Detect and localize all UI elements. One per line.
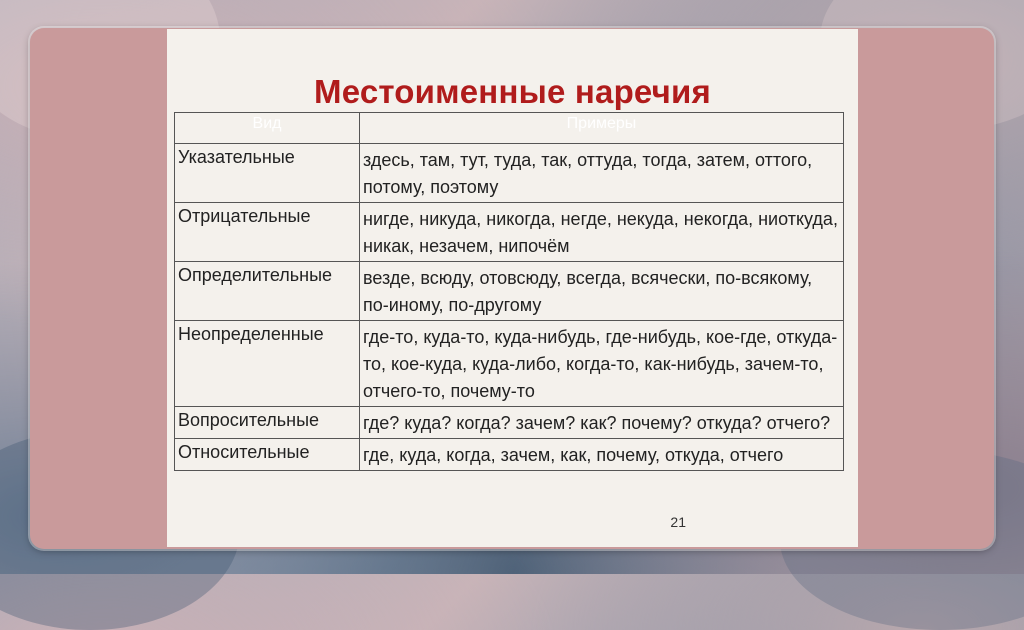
row-kind: Указательные [175,144,360,203]
row-kind: Отрицательные [175,203,360,262]
row-examples: здесь, там, тут, туда, так, оттуда, тогда, затем, оттого, потому, поэтому [360,144,844,203]
row-examples: нигде, никуда, никогда, негде, некуда, некогда, ниоткуда, никак, незачем, нипочём [360,203,844,262]
table-row [175,144,844,203]
table-header-row [175,113,844,144]
row-examples: где? куда? когда? зачем? как? почему? откуда? отчего? [360,407,844,439]
row-kind: Относительные [175,439,360,471]
header-examples: Примеры [360,113,844,144]
table-row [175,439,844,471]
row-kind: Вопросительные [175,407,360,439]
slide [167,29,858,547]
row-examples: где-то, куда-то, куда-нибудь, где-нибудь, кое-где, откуда-то, кое-куда, куда-либо, когда-то, как-нибудь, зачем-то, отчего-то, почему-то [360,321,844,407]
adverbs-table [174,112,844,471]
row-kind: Неопределенные [175,321,360,407]
table-row [175,262,844,321]
row-kind: Определительные [175,262,360,321]
header-kind: Вид [175,113,360,144]
slide-title: Местоименные наречия [314,73,711,110]
row-examples: везде, всюду, отовсюду, всегда, всячески, по-всякому, по-иному, по-другому [360,262,844,321]
table-row [175,321,844,407]
row-examples: где, куда, когда, зачем, как, почему, откуда, отчего [360,439,844,471]
table-row [175,407,844,439]
table-row [175,203,844,262]
page-number: 21 [670,514,686,530]
